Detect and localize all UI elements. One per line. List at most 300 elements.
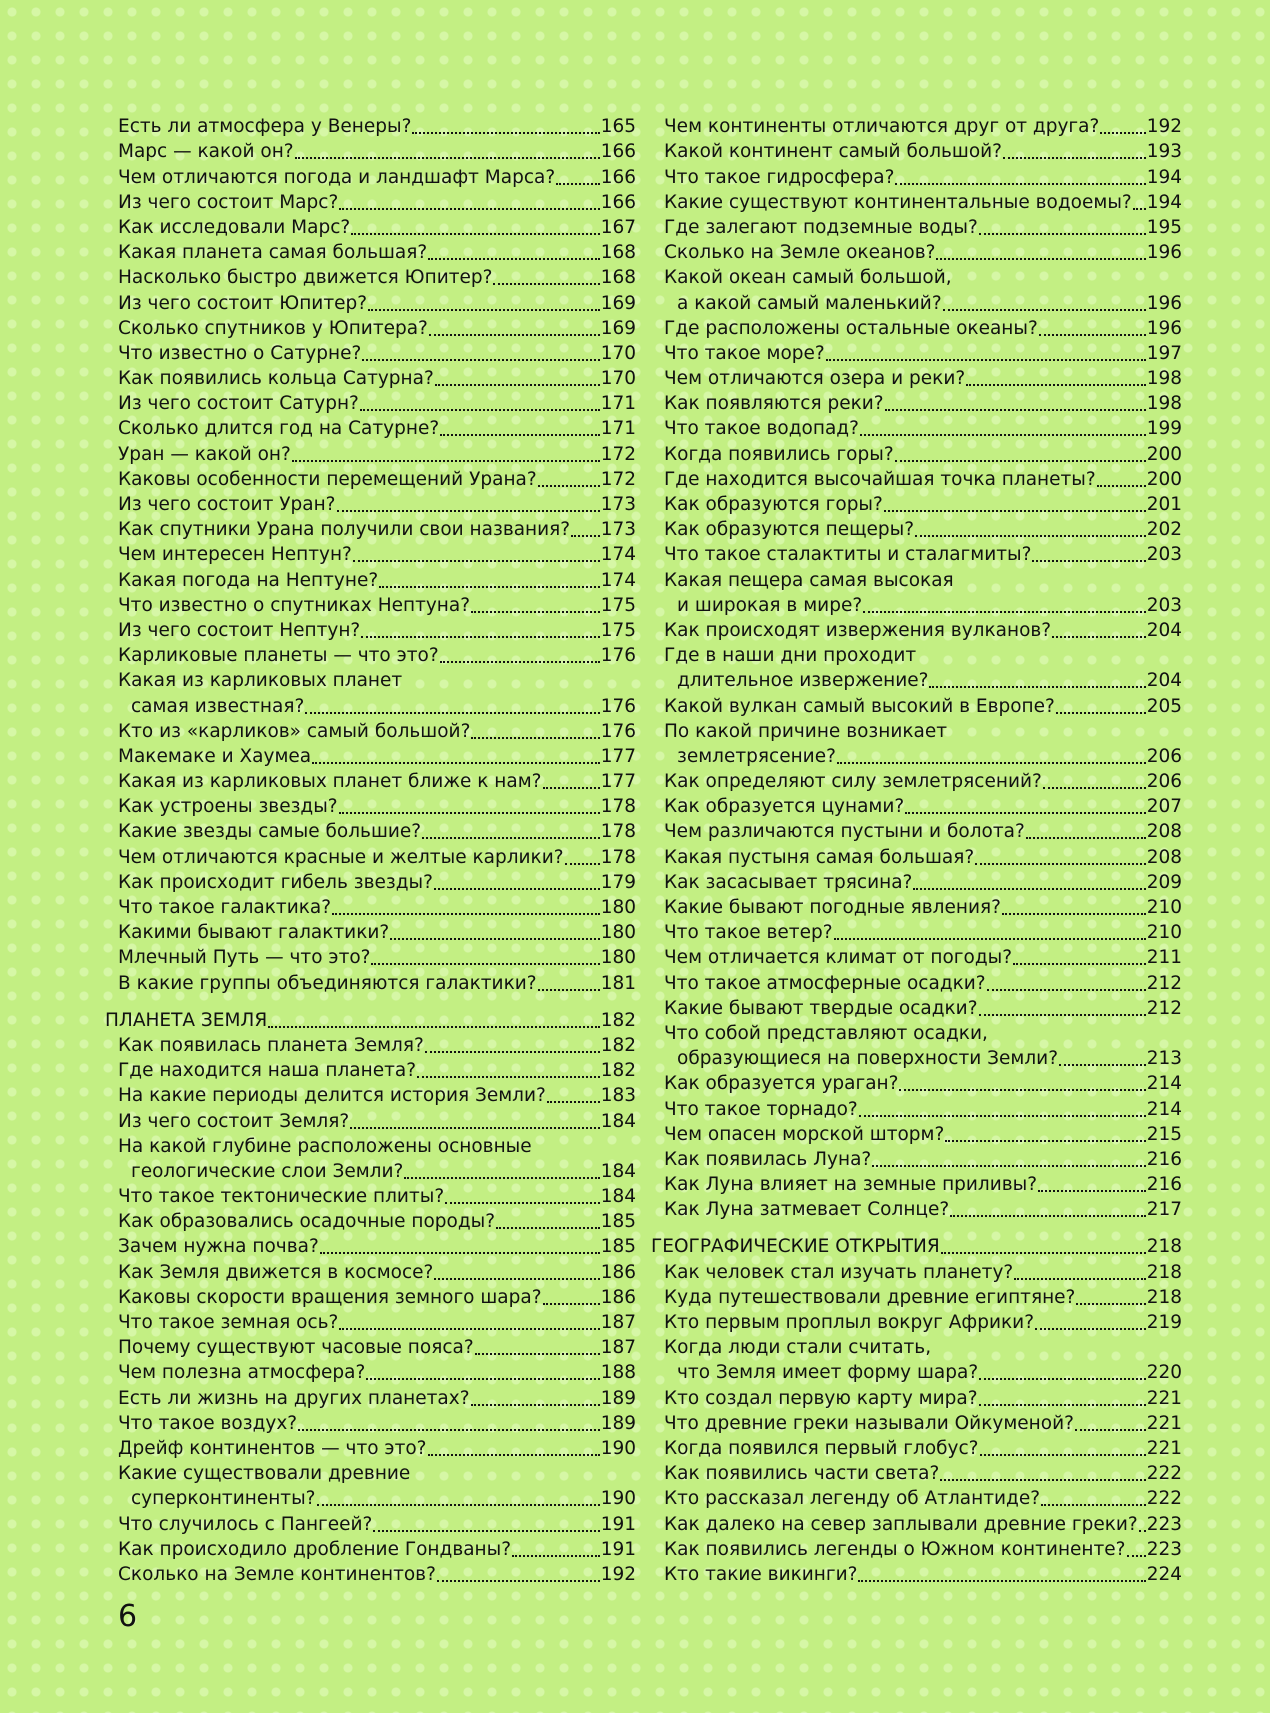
toc-entry-title: Как Луна влияет на земные приливы? — [664, 1174, 1038, 1196]
toc-page-number: 192 — [1146, 116, 1182, 138]
toc-entry — [664, 1122, 1182, 1147]
toc-entry — [118, 1360, 636, 1385]
dot-leader — [940, 1479, 1145, 1481]
toc-page-number: 185 — [600, 1236, 636, 1258]
toc-entry — [664, 643, 1182, 668]
toc-entry-title: Как далеко на север заплывали древние греки? — [664, 1513, 1138, 1535]
toc-page-number: 192 — [600, 1563, 636, 1585]
toc-entry — [118, 492, 636, 517]
dot-leader — [471, 1404, 600, 1406]
toc-entry — [118, 416, 636, 441]
toc-entry — [664, 1310, 1182, 1335]
toc-entry-title: Какой вулкан самый высокий в Европе? — [664, 695, 1055, 717]
toc-entry-title: Как появилась планета Земля? — [118, 1034, 424, 1056]
dot-leader — [943, 309, 1146, 311]
toc-page-number: 166 — [600, 166, 636, 188]
toc-page-number: 214 — [1146, 1073, 1182, 1095]
toc-entry — [118, 618, 636, 643]
toc-entry-continuation — [118, 1159, 636, 1184]
dot-leader — [860, 434, 1146, 436]
dot-leader — [437, 1580, 600, 1582]
toc-entry — [118, 1461, 636, 1486]
dot-leader — [351, 233, 599, 235]
toc-page-number: 182 — [600, 1060, 636, 1082]
toc-entry-title: Чем полезна атмосфера? — [118, 1362, 366, 1384]
toc-entry-title: Что известно о спутниках Нептуна? — [118, 594, 471, 616]
toc-page-number: 193 — [1146, 141, 1182, 163]
toc-entry — [664, 1096, 1182, 1121]
toc-entry — [118, 1385, 636, 1410]
toc-entry-title: длительное извержение? — [677, 670, 929, 692]
toc-entry-title: Чем отличаются погода и ландшафт Марса? — [118, 166, 556, 188]
toc-entry — [664, 1147, 1182, 1172]
toc-entry-title: Сколько длится год на Сатурне? — [118, 418, 440, 440]
toc-entry — [664, 895, 1182, 920]
dot-leader — [913, 888, 1145, 890]
toc-entry-title: Насколько быстро движется Юпитер? — [118, 267, 493, 289]
toc-page-number: 212 — [1146, 997, 1182, 1019]
toc-page-number: 186 — [600, 1286, 636, 1308]
toc-page-number: 218 — [1146, 1286, 1182, 1308]
toc-entry — [664, 719, 1182, 744]
dot-leader — [858, 1580, 1145, 1582]
toc-entry-title: Где находится высочайшая точка планеты? — [664, 468, 1096, 490]
dot-leader — [556, 183, 600, 185]
toc-entry — [664, 1071, 1182, 1096]
toc-entry-title: Макемаке и Хаумеа — [118, 745, 312, 767]
dot-leader — [929, 686, 1145, 688]
toc-entry-title: Как происходят извержения вулканов? — [664, 619, 1052, 641]
toc-page-number: 210 — [1146, 897, 1182, 918]
toc-entry — [664, 391, 1182, 416]
dot-leader — [1059, 1064, 1146, 1066]
toc-entry-title: Что такое тектонические плиты? — [118, 1186, 445, 1208]
dot-leader — [371, 963, 599, 965]
toc-page-number: 188 — [600, 1362, 636, 1384]
toc-page-number: 176 — [600, 645, 636, 667]
dot-leader — [353, 560, 600, 562]
toc-page-number: 174 — [600, 544, 636, 566]
toc-entry — [664, 819, 1182, 844]
toc-page-number: 214 — [1146, 1098, 1182, 1120]
toc-page-number: 203 — [1146, 544, 1182, 566]
toc-entry — [118, 1083, 636, 1108]
toc-entry — [664, 567, 1182, 592]
dot-leader — [895, 460, 1146, 462]
toc-entry — [118, 970, 636, 995]
dot-leader — [475, 1353, 600, 1355]
toc-entry — [118, 920, 636, 945]
toc-entry — [118, 593, 636, 618]
toc-entry-continuation — [664, 1360, 1182, 1385]
toc-page-number: 224 — [1146, 1563, 1182, 1585]
toc-page-number: 176 — [600, 695, 636, 717]
toc-entry-title: Чем отличаются озера и реки? — [664, 368, 966, 390]
toc-page-number: 196 — [1146, 292, 1182, 314]
dot-leader — [1014, 1278, 1145, 1280]
dot-leader — [312, 762, 600, 764]
toc-page-number: 190 — [600, 1437, 636, 1459]
toc-page-number: 194 — [1146, 166, 1182, 188]
toc-page-number: 201 — [1146, 494, 1182, 515]
toc-page-number: 189 — [600, 1387, 636, 1409]
dot-leader — [1041, 1504, 1146, 1506]
page-number: 6 — [118, 1599, 138, 1634]
toc-entry-title: Как происходило дробление Гондваны? — [118, 1538, 512, 1560]
toc-entry-title: землетрясение? — [677, 745, 836, 767]
toc-entry-title: Как образуется цунами? — [664, 796, 905, 818]
toc-page-number: 208 — [1146, 821, 1182, 843]
toc-page-number: 170 — [600, 368, 636, 390]
dot-leader — [1035, 1328, 1146, 1330]
toc-entry — [664, 1411, 1182, 1436]
toc-page-number: 221 — [1146, 1412, 1182, 1434]
toc-entry — [118, 542, 636, 567]
toc-entry — [664, 1486, 1182, 1511]
toc-entry-title: Млечный Путь — что это? — [118, 947, 371, 969]
toc-entry — [118, 719, 636, 744]
toc-page-number: 191 — [600, 1513, 636, 1535]
dot-leader — [1127, 1555, 1146, 1557]
toc-entry — [118, 316, 636, 341]
toc-entry — [664, 1021, 1182, 1046]
toc-entry — [664, 1385, 1182, 1410]
dot-leader — [979, 1014, 1146, 1016]
toc-entry — [118, 668, 636, 693]
toc-entry-title: Как появились легенды о Южном континенте? — [664, 1538, 1126, 1560]
toc-entry-title: Что такое ветер? — [664, 922, 833, 944]
toc-page-number: 166 — [600, 191, 636, 213]
toc-page-number: 197 — [1146, 342, 1182, 364]
toc-entry — [664, 1562, 1182, 1587]
toc-entry-title: Дрейф континентов — что это? — [118, 1437, 427, 1459]
toc-entry — [664, 870, 1182, 895]
toc-page-number: 168 — [600, 267, 636, 289]
toc-entry — [118, 517, 636, 542]
dot-leader — [1100, 132, 1145, 134]
dot-leader — [872, 1165, 1145, 1167]
dot-leader — [428, 1454, 600, 1456]
toc-entry-title: На какие периоды делится история Земли? — [118, 1085, 546, 1107]
toc-entry-title: Какие существовали древние — [118, 1463, 411, 1485]
toc-entry — [664, 1461, 1182, 1486]
toc-entry-title: Чем континенты отличаются друг от друга? — [664, 116, 1100, 138]
toc-page-number: 194 — [1146, 191, 1182, 213]
toc-entry-title: Чем различаются пустыни и болота? — [664, 821, 1025, 843]
toc-entry — [118, 1184, 636, 1209]
toc-entry — [664, 366, 1182, 391]
toc-entry-title: Что известно о Сатурне? — [118, 342, 362, 364]
toc-entry-title: ПЛАНЕТА ЗЕМЛЯ — [105, 1009, 268, 1031]
toc-entry-title: Что такое гидросфера? — [664, 166, 895, 188]
toc-entry — [118, 1335, 636, 1360]
dot-leader — [440, 661, 600, 663]
toc-page-number: 223 — [1146, 1513, 1182, 1535]
dot-leader — [863, 611, 1146, 613]
toc-page-number: 212 — [1146, 972, 1182, 994]
toc-entry — [118, 1436, 636, 1461]
toc-entry-title: Что собой представляют осадки, — [664, 1022, 988, 1044]
toc-entry-continuation — [664, 668, 1182, 693]
toc-entry-title: Как определяют силу землетрясений? — [664, 771, 1042, 793]
dot-leader — [543, 787, 600, 789]
toc-entry-title: Кто первым проплыл вокруг Африки? — [664, 1312, 1035, 1333]
toc-page-number: 209 — [1146, 871, 1182, 893]
toc-page-number: 169 — [600, 317, 636, 339]
toc-entry — [118, 1234, 636, 1259]
toc-entry-title: геологические слои Земли? — [131, 1160, 404, 1182]
toc-page-number: 222 — [1146, 1463, 1182, 1485]
toc-entry-title: Какая из карликовых планет ближе к нам? — [118, 771, 542, 793]
dot-leader — [496, 1227, 600, 1229]
toc-page-number: 173 — [600, 494, 636, 515]
toc-page-number: 204 — [1146, 670, 1182, 692]
dot-leader — [337, 510, 600, 512]
toc-entry-title: Как спутники Урана получили свои названия? — [118, 519, 571, 541]
toc-page-number: 171 — [600, 393, 636, 415]
toc-page-number: 198 — [1146, 393, 1182, 415]
toc-page-number: 184 — [600, 1186, 636, 1208]
toc-entry-title: Что древние греки называли Ойкуменой? — [664, 1412, 1074, 1434]
toc-entry-title: Из чего состоит Уран? — [118, 494, 336, 515]
dot-leader — [884, 510, 1146, 512]
dot-leader — [1075, 1429, 1146, 1431]
dot-leader — [305, 712, 599, 714]
toc-page-number: 218 — [1146, 1261, 1182, 1283]
dot-leader — [425, 1051, 600, 1053]
toc-entry — [664, 693, 1182, 718]
dot-leader — [1052, 636, 1146, 638]
toc-entry — [664, 1259, 1182, 1284]
toc-page-number: 216 — [1146, 1174, 1182, 1196]
toc-entry — [118, 1033, 636, 1058]
toc-page-number: 178 — [600, 796, 636, 818]
toc-page-number: 173 — [600, 519, 636, 541]
dot-leader — [390, 938, 599, 940]
toc-entry-title: Что такое галактика? — [118, 897, 332, 918]
toc-page-number: 202 — [1146, 519, 1182, 541]
toc-page-number: 181 — [600, 972, 636, 994]
dot-leader — [834, 938, 1146, 940]
toc-entry-title: Когда появился первый глобус? — [664, 1437, 979, 1459]
toc-entry-title: Как появилась Луна? — [664, 1148, 872, 1170]
toc-entry-title: Где залегают подземные воды? — [664, 216, 978, 238]
dot-leader — [366, 1378, 599, 1380]
dot-leader — [1133, 208, 1146, 210]
toc-page-number: 189 — [600, 1412, 636, 1434]
dot-leader — [471, 611, 600, 613]
dot-leader — [361, 636, 599, 638]
toc-entry-title: Как засасывает трясина? — [664, 871, 913, 893]
dot-leader — [1056, 712, 1146, 714]
toc-entry — [664, 1335, 1182, 1360]
dot-leader — [292, 460, 600, 462]
toc-page-number: 171 — [600, 418, 636, 440]
dot-leader — [571, 535, 600, 537]
toc-entry-title: Какая из карликовых планет — [118, 670, 403, 692]
toc-entry — [118, 1058, 636, 1083]
toc-entry-title: Какая погода на Нептуне? — [118, 569, 379, 591]
toc-page-number: 165 — [600, 116, 636, 138]
toc-column-right — [651, 114, 1182, 1587]
dot-leader — [422, 837, 600, 839]
dot-leader — [417, 1076, 600, 1078]
toc-entry-continuation — [664, 744, 1182, 769]
toc-entry — [664, 1537, 1182, 1562]
toc-page-number: 220 — [1146, 1362, 1182, 1384]
toc-page-number: 205 — [1146, 695, 1182, 717]
toc-entry — [118, 1411, 636, 1436]
toc-entry-continuation — [664, 290, 1182, 315]
toc-entry — [664, 492, 1182, 517]
toc-entry-title: Какие звезды самые большие? — [118, 821, 422, 843]
toc-entry-title: Зачем нужна почва? — [118, 1236, 319, 1258]
toc-entry-title: Сколько на Земле континентов? — [118, 1563, 436, 1585]
toc-entry-title: Из чего состоит Марс? — [118, 191, 339, 213]
dot-leader — [980, 1454, 1146, 1456]
toc-page-number: 175 — [600, 594, 636, 616]
toc-page-number: 179 — [600, 871, 636, 893]
dot-leader — [404, 1177, 599, 1179]
toc-entry — [664, 1197, 1182, 1222]
toc-entry — [118, 1562, 636, 1587]
toc-page-number: 210 — [1146, 922, 1182, 944]
toc-page-number: 175 — [600, 619, 636, 641]
toc-entry-title: Как происходит гибель звезды? — [118, 871, 433, 893]
toc-page-number: 187 — [600, 1312, 636, 1333]
toc-entry — [118, 895, 636, 920]
toc-page-number: 216 — [1146, 1148, 1182, 1170]
section-gap — [664, 1222, 1182, 1234]
dot-leader — [493, 283, 599, 285]
toc-page-number: 196 — [1146, 242, 1182, 264]
toc-entry-title: образующиеся на поверхности Земли? — [677, 1048, 1059, 1070]
dot-leader — [1039, 334, 1146, 336]
dot-leader — [339, 208, 599, 210]
toc-entry-title: Как Луна затмевает Солнце? — [664, 1199, 950, 1221]
toc-page-number: 178 — [600, 846, 636, 868]
toc-page-number: 180 — [600, 922, 636, 944]
toc-entry — [118, 391, 636, 416]
toc-entry-title: Как исследовали Марс? — [118, 216, 351, 238]
dot-leader — [429, 334, 600, 336]
toc-entry-title: Где в наши дни проходит — [664, 645, 917, 667]
toc-entry — [664, 316, 1182, 341]
dot-leader — [339, 1328, 599, 1330]
toc-entry-title: что Земля имеет форму шара? — [677, 1362, 979, 1384]
toc-entry-title: а какой самый маленький? — [677, 292, 942, 314]
dot-leader — [547, 1101, 600, 1103]
toc-entry-title: суперконтиненты? — [131, 1488, 316, 1510]
toc-entry — [118, 441, 636, 466]
toc-entry — [664, 215, 1182, 240]
toc-page-number: 168 — [600, 242, 636, 264]
toc-entry-title: Чем отличается климат от погоды? — [664, 947, 1013, 969]
section-gap — [118, 996, 636, 1008]
dot-leader — [368, 309, 600, 311]
toc-entry-title: Какие бывают твердые осадки? — [664, 997, 978, 1019]
toc-entry-title: Какая пещера самая высокая — [664, 569, 954, 591]
toc-entry-title: Каковы скорости вращения земного шара? — [118, 1286, 542, 1308]
dot-leader — [859, 1115, 1146, 1117]
dot-leader — [895, 183, 1145, 185]
toc-entry-title: Как Земля движется в космосе? — [118, 1261, 434, 1283]
toc-page-number: 182 — [600, 1034, 636, 1056]
toc-page-number: 172 — [600, 468, 636, 490]
toc-entry-title: Какие бывают погодные явления? — [664, 897, 1001, 918]
dot-leader — [979, 233, 1146, 235]
toc-entry-title: Из чего состоит Нептун? — [118, 619, 361, 641]
dot-leader — [979, 1378, 1146, 1380]
toc-page-number: 218 — [1146, 1236, 1182, 1258]
toc-entry-title: Каковы особенности перемещений Урана? — [118, 468, 537, 490]
toc-entry-title: Карликовые планеты — что это? — [118, 645, 439, 667]
dot-leader — [435, 384, 600, 386]
dot-leader — [1026, 837, 1146, 839]
toc-entry-continuation — [664, 593, 1182, 618]
toc-page-number: 180 — [600, 947, 636, 969]
toc-page-number: 196 — [1146, 317, 1182, 339]
toc-entry-title: Когда люди стали считать, — [664, 1337, 932, 1359]
toc-page-number: 200 — [1146, 468, 1182, 490]
toc-entry-title: Какая пустыня самая большая? — [664, 846, 975, 868]
toc-entry — [664, 945, 1182, 970]
toc-entry — [118, 643, 636, 668]
toc-page-number: 208 — [1146, 846, 1182, 868]
toc-entry — [664, 139, 1182, 164]
toc-entry — [664, 416, 1182, 441]
dot-leader — [1139, 1530, 1146, 1532]
dot-leader — [434, 1278, 599, 1280]
dot-leader — [471, 737, 599, 739]
toc-page-number: 172 — [600, 443, 636, 465]
toc-entry-title: ГЕОГРАФИЧЕСКИЕ ОТКРЫТИЯ — [651, 1236, 940, 1258]
toc-entry — [118, 341, 636, 366]
dot-leader — [445, 1202, 600, 1204]
toc-entry-title: Что такое воздух? — [118, 1412, 298, 1434]
toc-entry — [118, 366, 636, 391]
toc-entry-title: Кто создал первую карту мира? — [664, 1387, 978, 1409]
toc-entry-title: Сколько спутников у Юпитера? — [118, 317, 428, 339]
toc-entry — [664, 844, 1182, 869]
toc-page-number: 170 — [600, 342, 636, 364]
toc-entry — [118, 1134, 636, 1159]
toc-entry — [118, 265, 636, 290]
toc-entry — [664, 190, 1182, 215]
toc-entry — [118, 744, 636, 769]
toc-page-number: 206 — [1146, 745, 1182, 767]
dot-leader — [339, 812, 600, 814]
dot-leader — [987, 989, 1146, 991]
toc-page-number: 177 — [600, 745, 636, 767]
toc-entry — [664, 114, 1182, 139]
toc-page-number: 207 — [1146, 796, 1182, 818]
toc-section-heading — [105, 1008, 636, 1033]
toc-entry — [118, 567, 636, 592]
toc-page-number: 191 — [600, 1538, 636, 1560]
toc-entry-title: По какой причине возникает — [664, 720, 948, 742]
dot-leader — [945, 1140, 1145, 1142]
toc-page-number: 200 — [1146, 443, 1182, 465]
dot-leader — [360, 409, 600, 411]
toc-page-number: 184 — [600, 1110, 636, 1132]
toc-entry — [664, 441, 1182, 466]
toc-entry-title: Кто рассказал легенду об Атлантиде? — [664, 1488, 1041, 1510]
toc-entry — [664, 542, 1182, 567]
toc-page-number: 169 — [600, 292, 636, 314]
toc-entry — [118, 794, 636, 819]
toc-page-number: 185 — [600, 1211, 636, 1233]
